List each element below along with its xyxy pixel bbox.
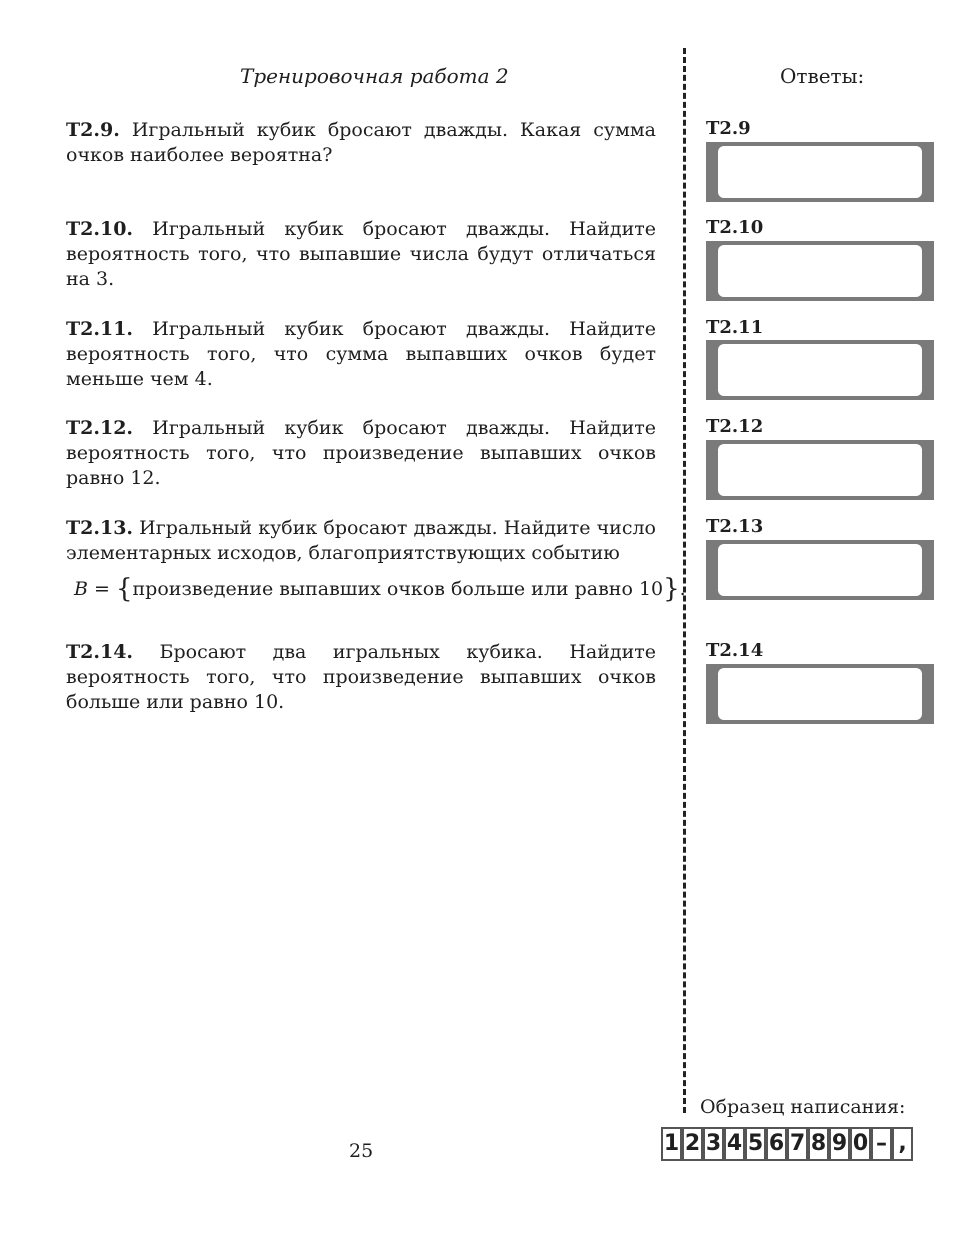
answer-label-t2-12: Т2.12	[706, 416, 764, 437]
answer-label-t2-13: Т2.13	[706, 516, 764, 537]
task-number: Т2.11.	[66, 318, 134, 340]
formula-open-brace: {	[115, 574, 133, 604]
answer-label-t2-10: Т2.10	[706, 217, 764, 238]
event-formula	[74, 574, 686, 604]
answer-box-t2-10[interactable]	[706, 241, 934, 301]
task-t2-12	[66, 416, 656, 491]
sample-char: 9	[829, 1127, 850, 1161]
answer-label-t2-11: Т2.11	[706, 317, 764, 338]
sample-char: 2	[682, 1127, 703, 1161]
page-number: 25	[349, 1140, 374, 1162]
answer-box-t2-14[interactable]	[706, 664, 934, 724]
task-t2-14	[66, 640, 656, 715]
answer-label-t2-14: Т2.14	[706, 640, 764, 661]
answer-box-t2-11[interactable]	[706, 340, 934, 400]
answer-label-t2-9: Т2.9	[706, 118, 751, 139]
task-number: Т2.10.	[66, 218, 134, 240]
task-number: Т2.14.	[66, 641, 134, 663]
answer-box-t2-13[interactable]	[706, 540, 934, 600]
task-number: Т2.12.	[66, 417, 134, 439]
sample-char: 5	[745, 1127, 766, 1161]
sample-char: 6	[766, 1127, 787, 1161]
sample-char: 8	[808, 1127, 829, 1161]
sample-char: ,	[892, 1127, 913, 1161]
answers-column-title: Ответы:	[780, 64, 865, 88]
writing-sample-row	[661, 1127, 913, 1161]
task-text: Игральный кубик бросают дважды. Найдите вероятность того, что сумма выпавших очков будет меньше чем 4.	[66, 318, 656, 390]
task-text: Бросают два игральных кубика. Найдите вероятность того, что произведение выпавших очков больше или равно 10.	[66, 641, 656, 713]
sample-char: 4	[724, 1127, 745, 1161]
task-t2-11	[66, 317, 656, 392]
writing-sample-label: Образец написания:	[700, 1096, 906, 1118]
sample-char: 7	[787, 1127, 808, 1161]
task-t2-13	[66, 516, 656, 566]
formula-close-brace: }	[663, 574, 680, 604]
answer-box-t2-12[interactable]	[706, 440, 934, 500]
task-text: Игральный кубик бросают дважды. Найдите число элементарных исходов, благоприятствующих событию	[66, 517, 656, 564]
sample-char: –	[871, 1127, 892, 1161]
formula-variable: B	[74, 578, 88, 600]
sample-char: 3	[703, 1127, 724, 1161]
task-t2-9	[66, 118, 656, 168]
formula-equals: =	[87, 578, 116, 600]
formula-text: произведение выпавших очков больше или равно 10	[132, 578, 664, 600]
task-number: Т2.9.	[66, 119, 120, 141]
sample-char: 0	[850, 1127, 871, 1161]
task-text: Игральный кубик бросают дважды. Какая сумма очков наиболее вероятна?	[66, 119, 656, 166]
task-t2-10	[66, 217, 656, 292]
task-number: Т2.13.	[66, 517, 134, 539]
sample-char: 1	[661, 1127, 682, 1161]
task-text: Игральный кубик бросают дважды. Найдите вероятность того, что произведение выпавших очков равно 12.	[66, 417, 656, 489]
task-text: Игральный кубик бросают дважды. Найдите вероятность того, что выпавшие числа будут отличаться на 3.	[66, 218, 656, 290]
page-header-title: Тренировочная работа 2	[240, 64, 509, 88]
formula-end: .	[679, 578, 686, 600]
answer-box-t2-9[interactable]	[706, 142, 934, 202]
